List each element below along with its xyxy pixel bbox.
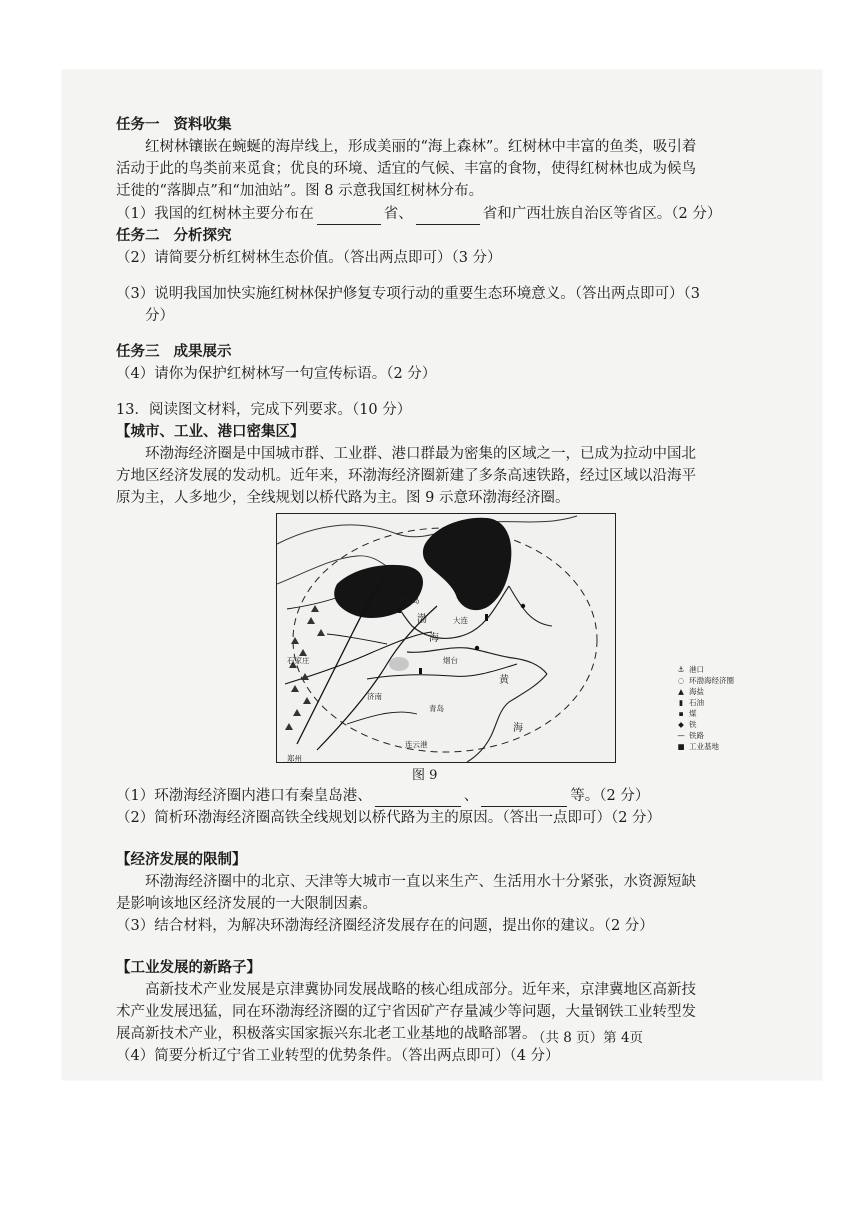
task2-question-3-line2: 分）	[145, 308, 174, 324]
label-lianyungang: 连云港	[405, 740, 428, 749]
q13-title: 13．阅读图文材料，完成下列要求。（10 分）	[116, 402, 412, 418]
triangle-icon: ▲	[678, 687, 684, 696]
task3-heading: 任务三 成果展示	[116, 344, 232, 360]
railway-icon: —	[677, 731, 685, 740]
q13-section-1-line3: 原为主，人多地少，全线规划以桥代路为主。图 9 示意环渤海经济圈。	[116, 490, 570, 506]
task1-paragraph-line3: 迁徙的“落脚点”和“加油站”。图 8 示意我国红树林分布。	[116, 183, 484, 199]
q13-question-4: （4）简要分析辽宁省工业转型的优势条件。（答出两点即可）（4 分）	[116, 1048, 560, 1064]
dashed-circle-icon: ◌	[677, 676, 685, 685]
task1-paragraph-line1: 红树林镶嵌在蜿蜒的海岸线上，形成美丽的“海上森林”。红树林中丰富的鱼类，吸引着	[145, 139, 697, 155]
label-shijiazhuang: 石家庄	[287, 656, 310, 665]
q13-section-2-line1: 环渤海经济圈中的北京、天津等大城市一直以来生产、生活用水十分紧张，水资源短缺	[145, 874, 696, 890]
label-qingdao: 青岛	[429, 704, 444, 713]
legend-item: ◌ 环渤海经济圈	[673, 675, 734, 686]
legend-item: ■ 工业基地	[673, 741, 734, 752]
industrial-base-icon: ■	[677, 742, 685, 751]
figure-9	[116, 513, 796, 785]
bohai-economic-circle-map	[276, 513, 734, 763]
answer-blank-4[interactable]	[481, 791, 567, 807]
q13-section-2-line2: 是影响该地区经济发展的一大限制因素。	[116, 896, 377, 912]
exam-page	[62, 70, 822, 1080]
task1-paragraph-line2: 活动于此的鸟类前来觅食；优良的环境、适宜的气候、丰富的食物，使得红树林也成为候鸟	[116, 161, 696, 177]
figure-caption: 图 9	[412, 768, 438, 783]
legend-item: ▮ 石油	[673, 697, 734, 708]
coal-icon: ▪	[678, 709, 684, 718]
answer-blank-3[interactable]	[375, 791, 461, 807]
anchor-icon: ⚓	[677, 665, 685, 674]
label-zhengzhou: 郑州	[287, 754, 302, 763]
map-svg	[277, 514, 615, 762]
task3-question-4: （4）请你为保护红树林写一句宣传标语。（2 分）	[116, 366, 437, 382]
iron-icon: ◆	[678, 720, 684, 729]
label-hai2: 海	[513, 723, 523, 734]
label-yantai: 烟台	[443, 656, 458, 665]
answer-blank-2[interactable]	[416, 209, 480, 225]
map-legend	[673, 664, 734, 752]
label-hai: 海	[429, 633, 439, 644]
q13-section-3-line1: 高新技术产业发展是京津冀协同发展战略的核心组成部分。近年来，京津冀地区高新技	[145, 982, 696, 998]
task1-question-1: （1）我国的红树林主要分布在 省、 省和广西壮族自治区等省区。（2 分）	[116, 203, 796, 225]
q13-section-3-line3: 展高新技术产业，积极落实国家振兴东北老工业基地的战略部署。	[116, 1026, 537, 1042]
q13-section-3-line2: 术产业发展迅猛，同在环渤海经济圈的辽宁省因矿产存量减少等问题，大量钢铁工业转型发	[116, 1004, 696, 1020]
label-jinan: 济南	[367, 692, 382, 701]
task1-heading: 任务一 资料收集	[116, 117, 232, 133]
q13-section-1-line1: 环渤海经济圈是中国城市群、工业群、港口群最为密集的区域之一，已成为拉动中国北	[145, 446, 696, 462]
legend-item: ▪ 煤	[673, 708, 734, 719]
label-bo: 渤	[417, 614, 427, 625]
q13-section-1-line2: 方地区经济发展的发动机。近年来，环渤海经济圈新建了多条高速铁路，经过区域以沿海平	[116, 468, 696, 484]
page-footer: （共 8 页）第 4页	[532, 1030, 644, 1046]
q13-question-3: （3）结合材料，为解决环渤海经济圈经济发展存在的问题，提出你的建议。（2 分）	[116, 918, 654, 934]
task2-question-3-line1: （3）说明我国加快实施红树林保护修复专项行动的重要生态环境意义。（答出两点即可）（3	[116, 286, 700, 302]
legend-item: ◆ 铁	[673, 719, 734, 730]
q13-section-2-heading: 【经济发展的限制】	[116, 852, 247, 868]
oil-icon: ▮	[678, 698, 684, 707]
q13-question-2: （2）简析环渤海经济圈高铁全线规划以桥代路为主的原因。（答出一点即可）（2 分）	[116, 810, 662, 826]
legend-item: ⚓ 港口	[673, 664, 734, 675]
q13-section-3-heading: 【工业发展的新路子】	[116, 960, 261, 976]
task2-heading: 任务二 分析探究	[116, 228, 232, 244]
page-content	[116, 114, 796, 1067]
answer-blank-1[interactable]	[317, 209, 381, 225]
q13-section-1-heading: 【城市、工业、港口密集区】	[116, 424, 305, 440]
legend-item: — 铁路	[673, 730, 734, 741]
label-qinhuangdao: 秦皇岛	[397, 596, 420, 605]
label-huang: 黄	[499, 675, 509, 686]
legend-item: ▲ 海盐	[673, 686, 734, 697]
label-dalian: 大连	[453, 616, 468, 625]
q13-question-1: （1）环渤海经济圈内港口有秦皇岛港、 、 等。（2 分）	[116, 785, 796, 807]
task2-question-2: （2）请简要分析红树林生态价值。（答出两点即可）（3 分）	[116, 250, 502, 266]
